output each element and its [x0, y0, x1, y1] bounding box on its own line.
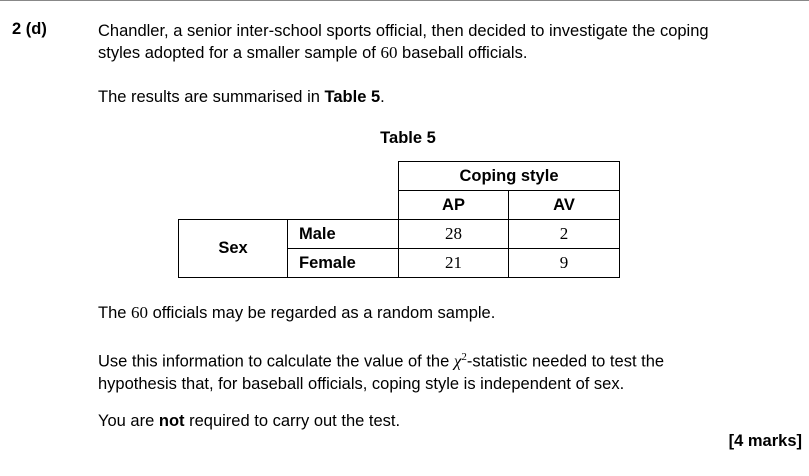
question-number: 2 (d) [12, 20, 47, 38]
cell-male-av: 2 [508, 219, 620, 249]
table-reference: Table 5 [324, 88, 381, 106]
chi-power: 2 [461, 351, 467, 363]
intro-line-1: Chandler, a senior inter-school sports official, then decided to investigate the coping [98, 22, 709, 40]
group-header: Coping style [398, 161, 620, 191]
instruction-text: Use this information to calculate the value of the [98, 352, 454, 371]
marks-label: [4 marks] [728, 432, 802, 450]
sample-size: 60 [380, 43, 398, 62]
instruction-paragraph [98, 346, 664, 395]
chi-symbol: χ [453, 351, 462, 371]
random-sample-paragraph [98, 302, 495, 324]
row-label-female: Female [287, 248, 399, 278]
instruction-text-end: -statistic needed to test the [466, 352, 665, 371]
intro-paragraph [98, 20, 709, 64]
note-text: You are [98, 412, 159, 430]
col-header-ap: AP [398, 190, 509, 220]
top-rule [0, 0, 809, 1]
instruction-line-1 [98, 346, 664, 373]
intro-text: styles adopted for a smaller sample of [98, 44, 381, 62]
table-title: Table 5 [380, 129, 436, 147]
intro-line-2 [98, 42, 709, 64]
row-label-male: Male [287, 219, 399, 249]
summary-paragraph [98, 86, 385, 108]
col-header-av: AV [508, 190, 620, 220]
intro-text-end: baseball officials. [397, 44, 528, 62]
random-text-end: officials may be regarded as a random sample. [148, 304, 496, 322]
cell-male-ap: 28 [398, 219, 509, 249]
row-group-label: Sex [178, 219, 288, 278]
cell-female-ap: 21 [398, 248, 509, 278]
note-emphasis: not [158, 412, 185, 430]
cell-female-av: 9 [508, 248, 620, 278]
random-text: The [98, 304, 132, 322]
note-paragraph [98, 410, 400, 432]
instruction-line-2: hypothesis that, for baseball officials, coping style is independent of sex. [98, 374, 625, 393]
summary-text: The results are summarised in [98, 88, 325, 106]
officials-count: 60 [131, 303, 149, 322]
summary-period: . [380, 88, 385, 106]
note-text-end: required to carry out the test. [184, 412, 401, 430]
